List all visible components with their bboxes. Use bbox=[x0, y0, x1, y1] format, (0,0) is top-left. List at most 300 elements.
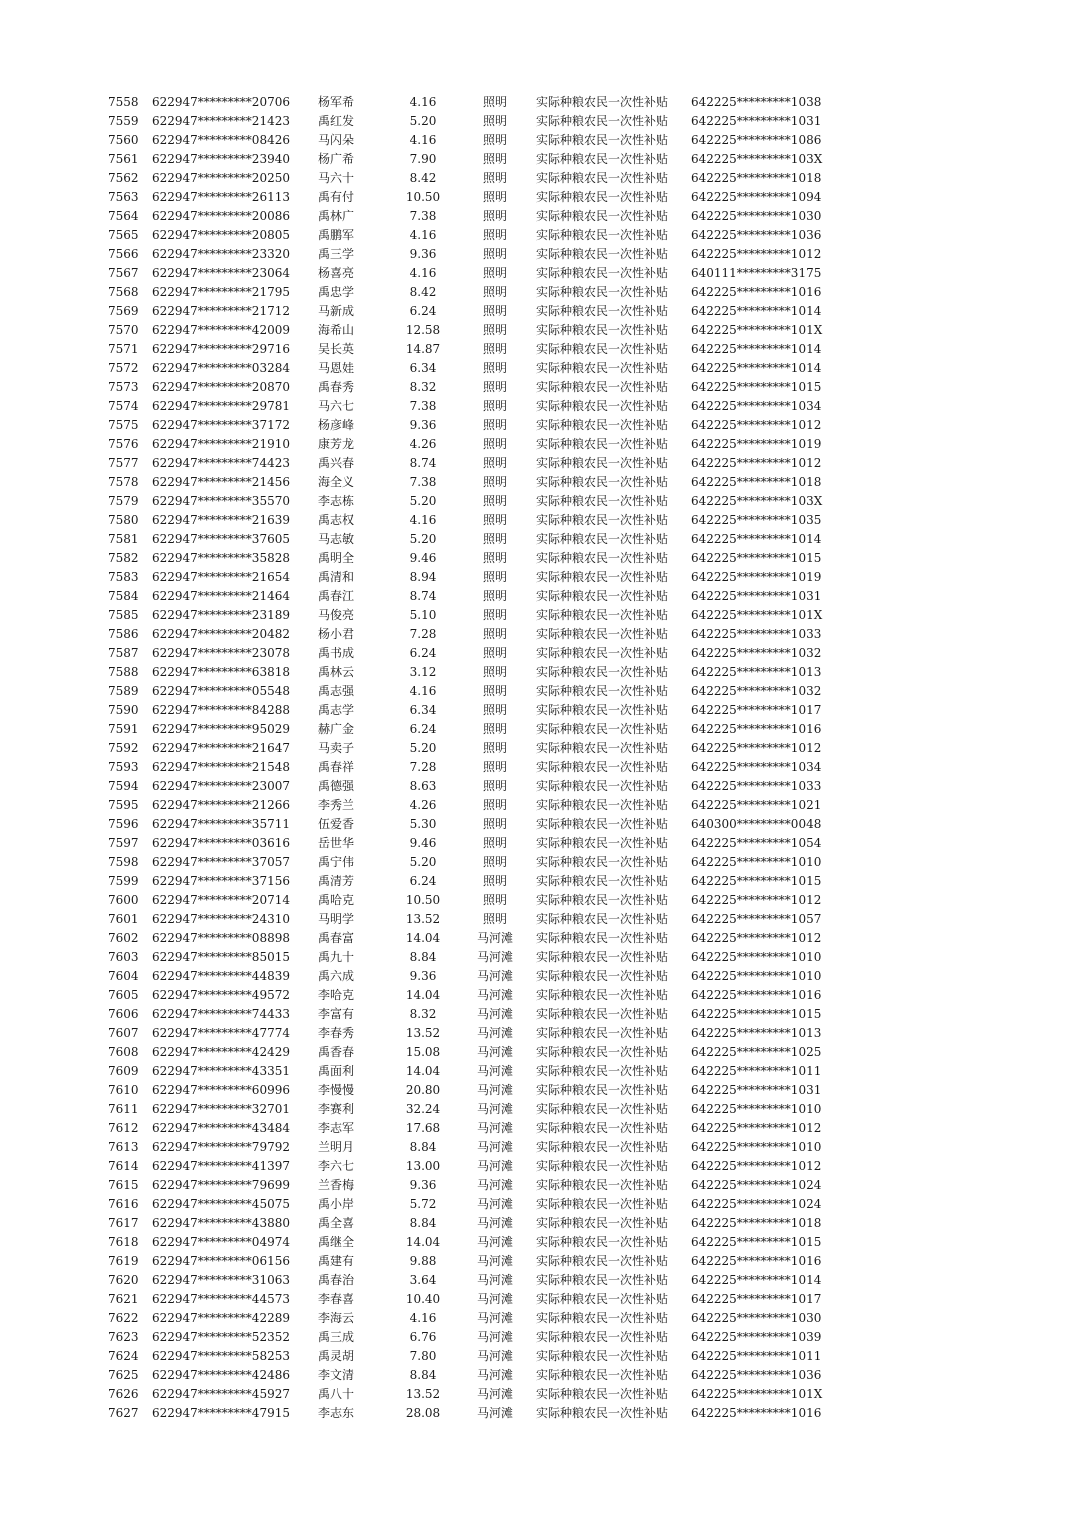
table-row bbox=[0, 815, 1074, 834]
bank-account-cell: 622947*********23078 bbox=[152, 646, 290, 660]
id-number-cell: 640300*********0048 bbox=[691, 817, 822, 831]
id-number-cell: 642225*********1032 bbox=[691, 684, 822, 698]
subsidy-type-cell: 实际种粮农民一次性补贴 bbox=[536, 152, 669, 166]
bank-account-cell: 622947*********23189 bbox=[152, 608, 290, 622]
farmer-name-cell: 禹春江 bbox=[318, 589, 355, 603]
subsidy-type-cell: 实际种粮农民一次性补贴 bbox=[536, 1159, 669, 1173]
amount-cell: 8.32 bbox=[409, 380, 437, 394]
amount-cell: 14.04 bbox=[405, 931, 441, 945]
table-row bbox=[0, 511, 1074, 530]
amount-cell: 9.88 bbox=[409, 1254, 437, 1268]
farmer-name-cell: 禹明全 bbox=[318, 551, 355, 565]
row-number: 7577 bbox=[108, 456, 139, 470]
amount-cell: 9.46 bbox=[409, 836, 437, 850]
id-number-cell: 642225*********1031 bbox=[691, 1083, 822, 1097]
bank-account-cell: 622947*********79792 bbox=[152, 1140, 290, 1154]
row-number: 7582 bbox=[108, 551, 139, 565]
row-number: 7583 bbox=[108, 570, 139, 584]
farmer-name-cell: 禹香春 bbox=[318, 1045, 355, 1059]
farmer-name-cell: 禹九十 bbox=[318, 950, 355, 964]
row-number: 7588 bbox=[108, 665, 139, 679]
amount-cell: 7.28 bbox=[409, 627, 437, 641]
id-number-cell: 642225*********1017 bbox=[691, 703, 822, 717]
table-row bbox=[0, 378, 1074, 397]
subsidy-type-cell: 实际种粮农民一次性补贴 bbox=[536, 285, 669, 299]
table-row bbox=[0, 93, 1074, 112]
village-cell: 照明 bbox=[482, 684, 507, 698]
table-row bbox=[0, 435, 1074, 454]
village-cell: 照明 bbox=[482, 114, 507, 128]
table-row bbox=[0, 226, 1074, 245]
amount-cell: 6.34 bbox=[409, 361, 437, 375]
table-row bbox=[0, 1176, 1074, 1195]
amount-cell: 9.36 bbox=[409, 247, 437, 261]
village-cell: 马河滩 bbox=[476, 1083, 513, 1097]
amount-cell: 4.16 bbox=[409, 1311, 437, 1325]
village-cell: 照明 bbox=[482, 798, 507, 812]
row-number: 7624 bbox=[108, 1349, 139, 1363]
farmer-name-cell: 李哈克 bbox=[318, 988, 355, 1002]
id-number-cell: 642225*********1030 bbox=[691, 1311, 822, 1325]
id-number-cell: 642225*********1012 bbox=[691, 456, 822, 470]
farmer-name-cell: 禹书成 bbox=[318, 646, 355, 660]
row-number: 7579 bbox=[108, 494, 139, 508]
farmer-name-cell: 禹继全 bbox=[318, 1235, 355, 1249]
amount-cell: 17.68 bbox=[405, 1121, 441, 1135]
id-number-cell: 642225*********1010 bbox=[691, 855, 822, 869]
bank-account-cell: 622947*********23064 bbox=[152, 266, 290, 280]
amount-cell: 8.84 bbox=[409, 950, 437, 964]
farmer-name-cell: 马俊亮 bbox=[318, 608, 355, 622]
bank-account-cell: 622947*********37057 bbox=[152, 855, 290, 869]
row-number: 7590 bbox=[108, 703, 139, 717]
id-number-cell: 642225*********1024 bbox=[691, 1197, 822, 1211]
amount-cell: 5.20 bbox=[409, 741, 437, 755]
farmer-name-cell: 禹三成 bbox=[318, 1330, 355, 1344]
subsidy-type-cell: 实际种粮农民一次性补贴 bbox=[536, 893, 669, 907]
farmer-name-cell: 禹清和 bbox=[318, 570, 355, 584]
subsidy-type-cell: 实际种粮农民一次性补贴 bbox=[536, 513, 669, 527]
village-cell: 马河滩 bbox=[476, 1121, 513, 1135]
subsidy-type-cell: 实际种粮农民一次性补贴 bbox=[536, 798, 669, 812]
row-number: 7560 bbox=[108, 133, 139, 147]
table-row bbox=[0, 1271, 1074, 1290]
row-number: 7570 bbox=[108, 323, 139, 337]
farmer-name-cell: 禹建有 bbox=[318, 1254, 355, 1268]
table-row bbox=[0, 1328, 1074, 1347]
table-row bbox=[0, 340, 1074, 359]
subsidy-type-cell: 实际种粮农民一次性补贴 bbox=[536, 703, 669, 717]
subsidy-type-cell: 实际种粮农民一次性补贴 bbox=[536, 1045, 669, 1059]
row-number: 7561 bbox=[108, 152, 139, 166]
id-number-cell: 642225*********1012 bbox=[691, 418, 822, 432]
farmer-name-cell: 李志东 bbox=[318, 1406, 355, 1420]
table-row bbox=[0, 1252, 1074, 1271]
farmer-name-cell: 马卖子 bbox=[318, 741, 355, 755]
amount-cell: 3.64 bbox=[409, 1273, 437, 1287]
village-cell: 马河滩 bbox=[476, 1368, 513, 1382]
farmer-name-cell: 禹有付 bbox=[318, 190, 355, 204]
id-number-cell: 642225*********1012 bbox=[691, 741, 822, 755]
farmer-name-cell: 禹忠学 bbox=[318, 285, 355, 299]
amount-cell: 8.42 bbox=[409, 171, 437, 185]
farmer-name-cell: 禹春祥 bbox=[318, 760, 355, 774]
row-number: 7574 bbox=[108, 399, 139, 413]
id-number-cell: 642225*********1024 bbox=[691, 1178, 822, 1192]
amount-cell: 6.76 bbox=[409, 1330, 437, 1344]
table-row bbox=[0, 454, 1074, 473]
village-cell: 照明 bbox=[482, 437, 507, 451]
table-row bbox=[0, 625, 1074, 644]
amount-cell: 5.10 bbox=[409, 608, 437, 622]
id-number-cell: 642225*********1031 bbox=[691, 114, 822, 128]
row-number: 7575 bbox=[108, 418, 139, 432]
village-cell: 照明 bbox=[482, 380, 507, 394]
bank-account-cell: 622947*********60996 bbox=[152, 1083, 290, 1097]
subsidy-type-cell: 实际种粮农民一次性补贴 bbox=[536, 1102, 669, 1116]
village-cell: 照明 bbox=[482, 323, 507, 337]
bank-account-cell: 622947*********43484 bbox=[152, 1121, 290, 1135]
table-row bbox=[0, 1100, 1074, 1119]
table-row bbox=[0, 321, 1074, 340]
farmer-name-cell: 李秀兰 bbox=[318, 798, 355, 812]
subsidy-type-cell: 实际种粮农民一次性补贴 bbox=[536, 988, 669, 1002]
row-number: 7610 bbox=[108, 1083, 139, 1097]
bank-account-cell: 622947*********32701 bbox=[152, 1102, 290, 1116]
farmer-name-cell: 李海云 bbox=[318, 1311, 355, 1325]
id-number-cell: 642225*********1015 bbox=[691, 1235, 822, 1249]
id-number-cell: 642225*********1016 bbox=[691, 1254, 822, 1268]
subsidy-type-cell: 实际种粮农民一次性补贴 bbox=[536, 475, 669, 489]
bank-account-cell: 622947*********43880 bbox=[152, 1216, 290, 1230]
amount-cell: 4.16 bbox=[409, 95, 437, 109]
bank-account-cell: 622947*********74423 bbox=[152, 456, 290, 470]
farmer-name-cell: 禹宁伟 bbox=[318, 855, 355, 869]
farmer-name-cell: 禹清芳 bbox=[318, 874, 355, 888]
row-number: 7606 bbox=[108, 1007, 139, 1021]
table-row bbox=[0, 397, 1074, 416]
bank-account-cell: 622947*********35711 bbox=[152, 817, 290, 831]
id-number-cell: 642225*********101X bbox=[691, 608, 823, 622]
id-number-cell: 642225*********1012 bbox=[691, 1159, 822, 1173]
row-number: 7603 bbox=[108, 950, 139, 964]
table-row bbox=[0, 967, 1074, 986]
amount-cell: 9.36 bbox=[409, 1178, 437, 1192]
bank-account-cell: 622947*********20250 bbox=[152, 171, 290, 185]
village-cell: 照明 bbox=[482, 874, 507, 888]
farmer-name-cell: 禹春富 bbox=[318, 931, 355, 945]
table-row bbox=[0, 1081, 1074, 1100]
row-number: 7559 bbox=[108, 114, 139, 128]
bank-account-cell: 622947*********37605 bbox=[152, 532, 290, 546]
bank-account-cell: 622947*********03616 bbox=[152, 836, 290, 850]
table-row bbox=[0, 416, 1074, 435]
row-number: 7573 bbox=[108, 380, 139, 394]
amount-cell: 4.16 bbox=[409, 513, 437, 527]
village-cell: 照明 bbox=[482, 285, 507, 299]
village-cell: 照明 bbox=[482, 247, 507, 261]
amount-cell: 10.40 bbox=[405, 1292, 441, 1306]
id-number-cell: 642225*********1036 bbox=[691, 228, 822, 242]
subsidy-type-cell: 实际种粮农民一次性补贴 bbox=[536, 912, 669, 926]
amount-cell: 8.32 bbox=[409, 1007, 437, 1021]
id-number-cell: 642225*********1013 bbox=[691, 1026, 822, 1040]
table-row bbox=[0, 492, 1074, 511]
row-number: 7607 bbox=[108, 1026, 139, 1040]
subsidy-type-cell: 实际种粮农民一次性补贴 bbox=[536, 1235, 669, 1249]
id-number-cell: 642225*********1021 bbox=[691, 798, 822, 812]
amount-cell: 5.30 bbox=[409, 817, 437, 831]
amount-cell: 4.16 bbox=[409, 266, 437, 280]
farmer-name-cell: 伍爱香 bbox=[318, 817, 355, 831]
bank-account-cell: 622947*********52352 bbox=[152, 1330, 290, 1344]
subsidy-type-cell: 实际种粮农民一次性补贴 bbox=[536, 133, 669, 147]
amount-cell: 13.00 bbox=[405, 1159, 441, 1173]
bank-account-cell: 622947*********24310 bbox=[152, 912, 290, 926]
table-row bbox=[0, 112, 1074, 131]
row-number: 7578 bbox=[108, 475, 139, 489]
village-cell: 照明 bbox=[482, 760, 507, 774]
village-cell: 照明 bbox=[482, 817, 507, 831]
id-number-cell: 642225*********1013 bbox=[691, 665, 822, 679]
id-number-cell: 642225*********1034 bbox=[691, 760, 822, 774]
row-number: 7612 bbox=[108, 1121, 139, 1135]
village-cell: 照明 bbox=[482, 912, 507, 926]
id-number-cell: 642225*********1017 bbox=[691, 1292, 822, 1306]
bank-account-cell: 622947*********47915 bbox=[152, 1406, 290, 1420]
bank-account-cell: 622947*********05548 bbox=[152, 684, 290, 698]
id-number-cell: 642225*********1032 bbox=[691, 646, 822, 660]
village-cell: 照明 bbox=[482, 494, 507, 508]
row-number: 7572 bbox=[108, 361, 139, 375]
table-row bbox=[0, 1290, 1074, 1309]
bank-account-cell: 622947*********37156 bbox=[152, 874, 290, 888]
bank-account-cell: 622947*********58253 bbox=[152, 1349, 290, 1363]
bank-account-cell: 622947*********21464 bbox=[152, 589, 290, 603]
table-row bbox=[0, 644, 1074, 663]
farmer-name-cell: 康芳龙 bbox=[318, 437, 355, 451]
bank-account-cell: 622947*********44839 bbox=[152, 969, 290, 983]
table-row bbox=[0, 169, 1074, 188]
id-number-cell: 642225*********101X bbox=[691, 323, 823, 337]
village-cell: 照明 bbox=[482, 665, 507, 679]
village-cell: 照明 bbox=[482, 304, 507, 318]
bank-account-cell: 622947*********31063 bbox=[152, 1273, 290, 1287]
farmer-name-cell: 李慢慢 bbox=[318, 1083, 355, 1097]
village-cell: 照明 bbox=[482, 190, 507, 204]
village-cell: 马河滩 bbox=[476, 1197, 513, 1211]
village-cell: 照明 bbox=[482, 209, 507, 223]
table-row bbox=[0, 872, 1074, 891]
id-number-cell: 642225*********1016 bbox=[691, 1406, 822, 1420]
village-cell: 马河滩 bbox=[476, 950, 513, 964]
farmer-name-cell: 禹灵胡 bbox=[318, 1349, 355, 1363]
id-number-cell: 642225*********101X bbox=[691, 1387, 823, 1401]
bank-account-cell: 622947*********20086 bbox=[152, 209, 290, 223]
table-row bbox=[0, 283, 1074, 302]
id-number-cell: 642225*********1018 bbox=[691, 1216, 822, 1230]
table-row bbox=[0, 359, 1074, 378]
farmer-name-cell: 禹鹏军 bbox=[318, 228, 355, 242]
table-row bbox=[0, 701, 1074, 720]
subsidy-type-cell: 实际种粮农民一次性补贴 bbox=[536, 1311, 669, 1325]
row-number: 7597 bbox=[108, 836, 139, 850]
id-number-cell: 642225*********1010 bbox=[691, 969, 822, 983]
subsidy-type-cell: 实际种粮农民一次性补贴 bbox=[536, 627, 669, 641]
bank-account-cell: 622947*********43351 bbox=[152, 1064, 290, 1078]
row-number: 7622 bbox=[108, 1311, 139, 1325]
row-number: 7589 bbox=[108, 684, 139, 698]
row-number: 7576 bbox=[108, 437, 139, 451]
id-number-cell: 642225*********1033 bbox=[691, 627, 822, 641]
id-number-cell: 642225*********1016 bbox=[691, 988, 822, 1002]
id-number-cell: 642225*********1010 bbox=[691, 950, 822, 964]
table-row bbox=[0, 986, 1074, 1005]
bank-account-cell: 622947*********45927 bbox=[152, 1387, 290, 1401]
bank-account-cell: 622947*********26113 bbox=[152, 190, 290, 204]
farmer-name-cell: 禹德强 bbox=[318, 779, 355, 793]
subsidy-type-cell: 实际种粮农民一次性补贴 bbox=[536, 855, 669, 869]
farmer-name-cell: 李春喜 bbox=[318, 1292, 355, 1306]
amount-cell: 7.38 bbox=[409, 475, 437, 489]
subsidy-type-cell: 实际种粮农民一次性补贴 bbox=[536, 247, 669, 261]
id-number-cell: 642225*********1094 bbox=[691, 190, 822, 204]
row-number: 7604 bbox=[108, 969, 139, 983]
id-number-cell: 642225*********1030 bbox=[691, 209, 822, 223]
subsidy-type-cell: 实际种粮农民一次性补贴 bbox=[536, 665, 669, 679]
farmer-name-cell: 马新成 bbox=[318, 304, 355, 318]
village-cell: 马河滩 bbox=[476, 1292, 513, 1306]
village-cell: 照明 bbox=[482, 418, 507, 432]
village-cell: 照明 bbox=[482, 893, 507, 907]
village-cell: 马河滩 bbox=[476, 1273, 513, 1287]
village-cell: 马河滩 bbox=[476, 1254, 513, 1268]
table-row bbox=[0, 720, 1074, 739]
row-number: 7568 bbox=[108, 285, 139, 299]
row-number: 7616 bbox=[108, 1197, 139, 1211]
subsidy-type-cell: 实际种粮农民一次性补贴 bbox=[536, 209, 669, 223]
id-number-cell: 642225*********1033 bbox=[691, 779, 822, 793]
row-number: 7592 bbox=[108, 741, 139, 755]
farmer-name-cell: 马六七 bbox=[318, 399, 355, 413]
amount-cell: 20.80 bbox=[405, 1083, 441, 1097]
id-number-cell: 642225*********1010 bbox=[691, 1102, 822, 1116]
farmer-name-cell: 兰香梅 bbox=[318, 1178, 355, 1192]
village-cell: 照明 bbox=[482, 475, 507, 489]
bank-account-cell: 622947*********20805 bbox=[152, 228, 290, 242]
bank-account-cell: 622947*********95029 bbox=[152, 722, 290, 736]
bank-account-cell: 622947*********85015 bbox=[152, 950, 290, 964]
id-number-cell: 642225*********1039 bbox=[691, 1330, 822, 1344]
farmer-name-cell: 禹林云 bbox=[318, 665, 355, 679]
subsidy-type-cell: 实际种粮农民一次性补贴 bbox=[536, 228, 669, 242]
subsidy-type-cell: 实际种粮农民一次性补贴 bbox=[536, 380, 669, 394]
id-number-cell: 642225*********1018 bbox=[691, 475, 822, 489]
row-number: 7562 bbox=[108, 171, 139, 185]
table-row bbox=[0, 207, 1074, 226]
farmer-name-cell: 马志敏 bbox=[318, 532, 355, 546]
farmer-name-cell: 禹红发 bbox=[318, 114, 355, 128]
farmer-name-cell: 杨彦峰 bbox=[318, 418, 355, 432]
village-cell: 马河滩 bbox=[476, 1387, 513, 1401]
row-number: 7569 bbox=[108, 304, 139, 318]
bank-account-cell: 622947*********21647 bbox=[152, 741, 290, 755]
subsidy-type-cell: 实际种粮农民一次性补贴 bbox=[536, 494, 669, 508]
id-number-cell: 642225*********1014 bbox=[691, 1273, 822, 1287]
row-number: 7581 bbox=[108, 532, 139, 546]
village-cell: 照明 bbox=[482, 608, 507, 622]
table-row bbox=[0, 245, 1074, 264]
farmer-name-cell: 禹小岸 bbox=[318, 1197, 355, 1211]
amount-cell: 28.08 bbox=[405, 1406, 441, 1420]
village-cell: 马河滩 bbox=[476, 1140, 513, 1154]
farmer-name-cell: 吴长英 bbox=[318, 342, 355, 356]
subsidy-type-cell: 实际种粮农民一次性补贴 bbox=[536, 1064, 669, 1078]
id-number-cell: 642225*********1038 bbox=[691, 95, 822, 109]
row-number: 7619 bbox=[108, 1254, 139, 1268]
subsidy-type-cell: 实际种粮农民一次性补贴 bbox=[536, 646, 669, 660]
table-row bbox=[0, 1309, 1074, 1328]
row-number: 7626 bbox=[108, 1387, 139, 1401]
amount-cell: 9.46 bbox=[409, 551, 437, 565]
amount-cell: 12.58 bbox=[405, 323, 441, 337]
id-number-cell: 642225*********1057 bbox=[691, 912, 822, 926]
subsidy-table bbox=[0, 93, 1074, 1423]
id-number-cell: 642225*********1014 bbox=[691, 304, 822, 318]
row-number: 7601 bbox=[108, 912, 139, 926]
village-cell: 马河滩 bbox=[476, 1235, 513, 1249]
amount-cell: 8.84 bbox=[409, 1216, 437, 1230]
bank-account-cell: 622947*********45075 bbox=[152, 1197, 290, 1211]
amount-cell: 6.24 bbox=[409, 304, 437, 318]
village-cell: 照明 bbox=[482, 741, 507, 755]
farmer-name-cell: 海希山 bbox=[318, 323, 355, 337]
village-cell: 照明 bbox=[482, 627, 507, 641]
subsidy-type-cell: 实际种粮农民一次性补贴 bbox=[536, 1292, 669, 1306]
farmer-name-cell: 马明学 bbox=[318, 912, 355, 926]
row-number: 7598 bbox=[108, 855, 139, 869]
subsidy-type-cell: 实际种粮农民一次性补贴 bbox=[536, 1026, 669, 1040]
id-number-cell: 642225*********1035 bbox=[691, 513, 822, 527]
village-cell: 马河滩 bbox=[476, 1045, 513, 1059]
bank-account-cell: 622947*********21456 bbox=[152, 475, 290, 489]
table-row bbox=[0, 1157, 1074, 1176]
table-row bbox=[0, 1062, 1074, 1081]
bank-account-cell: 622947*********79699 bbox=[152, 1178, 290, 1192]
bank-account-cell: 622947*********29716 bbox=[152, 342, 290, 356]
id-number-cell: 642225*********1011 bbox=[691, 1064, 822, 1078]
village-cell: 照明 bbox=[482, 133, 507, 147]
row-number: 7564 bbox=[108, 209, 139, 223]
farmer-name-cell: 杨军希 bbox=[318, 95, 355, 109]
farmer-name-cell: 杨广希 bbox=[318, 152, 355, 166]
subsidy-type-cell: 实际种粮农民一次性补贴 bbox=[536, 1121, 669, 1135]
id-number-cell: 642225*********1086 bbox=[691, 133, 822, 147]
village-cell: 马河滩 bbox=[476, 1406, 513, 1420]
id-number-cell: 642225*********1015 bbox=[691, 380, 822, 394]
farmer-name-cell: 禹志学 bbox=[318, 703, 355, 717]
village-cell: 照明 bbox=[482, 513, 507, 527]
table-row bbox=[0, 1195, 1074, 1214]
table-row bbox=[0, 606, 1074, 625]
table-row bbox=[0, 1404, 1074, 1423]
row-number: 7625 bbox=[108, 1368, 139, 1382]
farmer-name-cell: 禹面利 bbox=[318, 1064, 355, 1078]
amount-cell: 7.38 bbox=[409, 209, 437, 223]
farmer-name-cell: 马闪朵 bbox=[318, 133, 355, 147]
id-number-cell: 642225*********1016 bbox=[691, 722, 822, 736]
id-number-cell: 642225*********1015 bbox=[691, 874, 822, 888]
